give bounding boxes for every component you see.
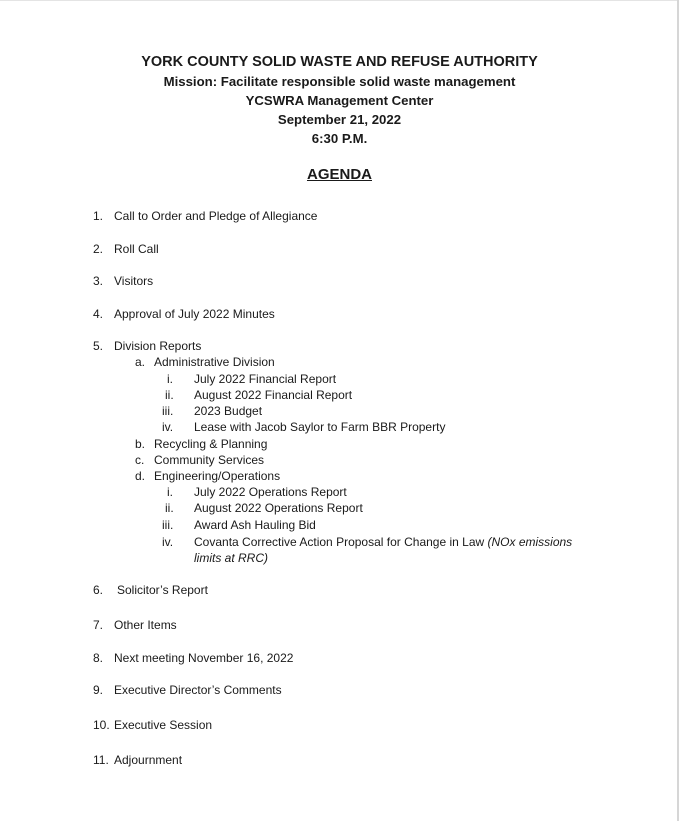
item-text: Division Reports: [114, 339, 202, 353]
item-number: 6.: [93, 583, 104, 597]
subitem-text: Recycling & Planning: [154, 437, 268, 451]
item-main-text: Covanta Corrective Action Proposal for Change in Law: [194, 535, 485, 549]
subsubitem-number: iv.: [162, 535, 174, 549]
item-text: Executive Director’s Comments: [114, 683, 282, 697]
item-number: 4.: [93, 307, 104, 321]
subitem-letter: a.: [135, 355, 146, 369]
subsubitem-text: July 2022 Financial Report: [194, 372, 337, 386]
organization-name: YORK COUNTY SOLID WASTE AND REFUSE AUTHORITY: [141, 54, 538, 70]
item-number: 1.: [93, 209, 104, 223]
meeting-date: September 21, 2022: [277, 112, 402, 127]
subsubitem-number: iii.: [162, 518, 174, 532]
item-text: Roll Call: [114, 242, 159, 256]
subsubitem-text: Award Ash Hauling Bid: [194, 518, 316, 532]
item-number: 3.: [93, 274, 104, 288]
item-number: 10.: [93, 718, 110, 732]
subsubitem-text: July 2022 Operations Report: [194, 485, 347, 499]
item-text: Other Items: [114, 618, 177, 632]
subitem-letter: b.: [135, 437, 146, 451]
subsubitem-text: 2023 Budget: [194, 404, 263, 418]
subsubitem-number: ii.: [165, 501, 174, 515]
item-text: Approval of July 2022 Minutes: [114, 307, 275, 321]
item-number: 2.: [93, 242, 104, 256]
subsubitem-text: [194, 534, 572, 550]
meeting-time: 6:30 P.M.: [311, 131, 368, 146]
subsubitem-number: i.: [167, 485, 173, 499]
item-number: 5.: [93, 339, 104, 353]
subitem-text: Community Services: [154, 453, 265, 467]
meeting-location: YCSWRA Management Center: [245, 93, 434, 108]
item-text: Visitors: [114, 274, 154, 288]
item-note-continued: limits at RRC): [194, 551, 268, 565]
subsubitem-text: August 2022 Financial Report: [194, 388, 353, 402]
subsubitem-text: August 2022 Operations Report: [194, 501, 363, 515]
subitem-text: Administrative Division: [154, 355, 275, 369]
subsubitem-number: iii.: [162, 404, 174, 418]
item-number: 7.: [93, 618, 104, 632]
item-text: Adjournment: [114, 753, 183, 767]
item-text: Solicitor’s Report: [117, 583, 208, 597]
document-header: [0, 53, 679, 148]
item-text: Executive Session: [114, 718, 213, 732]
subsubitem-text: Lease with Jacob Saylor to Farm BBR Property: [194, 420, 446, 434]
item-note: (NOx emissions: [487, 535, 573, 549]
agenda-title: AGENDA: [306, 166, 372, 183]
subitem-text: Engineering/Operations: [154, 469, 281, 483]
item-text: Call to Order and Pledge of Allegiance: [114, 209, 318, 223]
subsubitem-number: i.: [167, 372, 173, 386]
subitem-letter: c.: [135, 453, 145, 467]
item-text: Next meeting November 16, 2022: [114, 651, 294, 665]
item-number: 8.: [93, 651, 104, 665]
page-top-edge: [0, 0, 679, 1]
subitem-letter: d.: [135, 469, 146, 483]
subsubitem-number: iv.: [162, 420, 174, 434]
item-number: 11.: [93, 753, 109, 767]
subsubitem-number: ii.: [165, 388, 174, 402]
item-number: 9.: [93, 683, 104, 697]
mission-statement: Mission: Facilitate responsible solid waste management: [163, 74, 516, 89]
